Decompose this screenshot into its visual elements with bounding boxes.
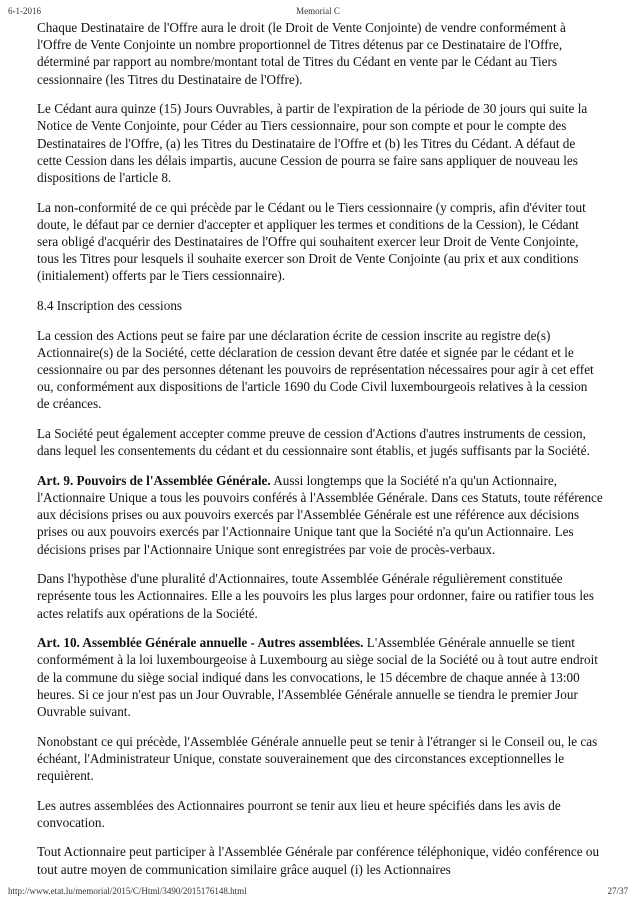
- paragraph-6: [37, 425, 603, 459]
- paragraph-text: La cession des Actions peut se faire par une déclaration écrite de cession inscrite au registre de(s) Actionnaire(s) de la Société, cette déclaration de cession devant être datée et signée par le cédant et le cessionnaire ou par des personnes détenant les pouvoirs de représentation nécessaires pour agir à cet effet ou, conformément aux dispositions de l'article 1690 du Code Civil luxembourgeois relatives à la cession de créances.: [37, 327, 594, 412]
- paragraph-text: L'Assemblée Générale annuelle se tient conformément à la loi luxembourgeoise à Luxembourg au siège social de la Société ou à tout autre endroit de la commune du siège social indiqué dans les convocations, le 15 décembre de chaque année à 13:00 heures. Si ce jour n'est pas un Jour Ouvrable, l'Assemblée Générale annuelle se tiendra le premier Jour Ouvrable suivant.: [37, 635, 598, 720]
- paragraph-text: La non-conformité de ce qui précède par le Cédant ou le Tiers cessionnaire (y compris, afin d'éviter tout doute, le défaut par ce dernier d'accepter et appliquer les termes et conditions de la Cession), le Cédant sera obligé d'acquérir des Destinataires de l'Offre qui souhaitent exercer leur Droit de Vente Conjointe, tous les Titres pour lesquels il souhaite exercer son Droit de Vente Conjointe (au prix et aux conditions (initialement) offerts par le Tiers cessionnaire).: [37, 199, 586, 284]
- section-heading-8-4: [37, 297, 603, 314]
- paragraph-text: Tout Actionnaire peut participer à l'Assemblée Générale par conférence téléphonique, vidéo conférence ou tout autre moyen de communication similaire grâce auquel (i) les Actionnaires: [37, 844, 600, 877]
- paragraph-5: [37, 327, 603, 413]
- article-9-title: Art. 9. Pouvoirs de l'Assemblée Générale.: [37, 472, 271, 488]
- document-body: [37, 19, 603, 890]
- paragraph-text: Les autres assemblées des Actionnaires pourront se tenir aux lieu et heure spécifiés dans les avis de convocation.: [37, 797, 561, 830]
- paragraph-text: 8.4 Inscription des cessions: [37, 298, 183, 314]
- article-10: [37, 634, 603, 720]
- article-10-title: Art. 10. Assemblée Générale annuelle - Autres assemblées.: [37, 635, 364, 651]
- paragraph-10: [37, 733, 603, 785]
- paragraph-8: [37, 570, 603, 622]
- paragraph-text: Aussi longtemps que la Société n'a qu'un Actionnaire, l'Actionnaire Unique a tous les pouvoirs conférés à l'Assemblée Générale. Dans ces Statuts, toute référence aux décisions prises ou aux pouvoirs exercés par l'Assemblée Générale est une référence aux décisions prises ou aux pouvoirs exercés par l'Actionnaire Unique tant que la Société n'a qu'un Actionnaire. Les décisions prises par l'Actionnaire Unique sont enregistrées par voie de procès-verbaux.: [37, 472, 603, 557]
- paragraph-text: Le Cédant aura quinze (15) Jours Ouvrables, à partir de l'expiration de la période de 30 jours qui suite la Notice de Vente Conjointe, pour Céder au Tiers cessionnaire, pour son compte et pour le compte des Destinataires de l'Offre, (a) les Titres du Destinataire de l'Offre et (b) les Titres du Cédant. A défaut de cette Cession dans les délais impartis, aucune Cession de pourra se faire sans appliquer de nouveau les dispositions de l'article 8.: [37, 101, 588, 186]
- paragraph-text: Chaque Destinataire de l'Offre aura le droit (le Droit de Vente Conjointe) de vendre conformément à l'Offre de Vente Conjointe un nombre proportionnel de Titres détenus par ce Destinataire de l'Offre, déterminé par rapport au nombre/montant total de Titres du Cédant en vente par le Cédant au Tiers cessionnaire (les Titres du Destinataire de l'Offre).: [37, 20, 566, 87]
- page-number: 27/37: [607, 886, 628, 896]
- header-date: 6-1-2016: [8, 6, 41, 16]
- paragraph-text: Nonobstant ce qui précède, l'Assemblée Générale annuelle peut se tenir à l'étranger si le Conseil ou, le cas échéant, l'Administrateur Unique, constate souverainement que des circonstances exceptionnelles le requièrent.: [37, 733, 598, 784]
- paragraph-12: [37, 843, 603, 877]
- paragraph-11: [37, 797, 603, 831]
- paragraph-2: [37, 100, 603, 186]
- article-9: [37, 472, 603, 558]
- paragraph-text: Dans l'hypothèse d'une pluralité d'Actionnaires, toute Assemblée Générale régulièrement constituée représente tous les Actionnaires. Elle a les pouvoirs les plus larges pour ordonner, faire ou ratifier tous les actes relatifs aux opérations de la Société.: [37, 571, 594, 621]
- header-title: Memorial C: [296, 6, 340, 16]
- paragraph-text: La Société peut également accepter comme preuve de cession d'Actions d'autres instruments de cession, dans lequel les consentements du cédant et du cessionnaire sont établis, et jugés suffisants par la Société.: [37, 426, 590, 459]
- paragraph-1: [37, 19, 603, 88]
- paragraph-3: [37, 199, 603, 285]
- footer-url: http://www.etat.lu/memorial/2015/C/Html/3490/2015176148.html: [8, 886, 247, 896]
- page-footer: [8, 882, 628, 896]
- page-header: [8, 6, 628, 20]
